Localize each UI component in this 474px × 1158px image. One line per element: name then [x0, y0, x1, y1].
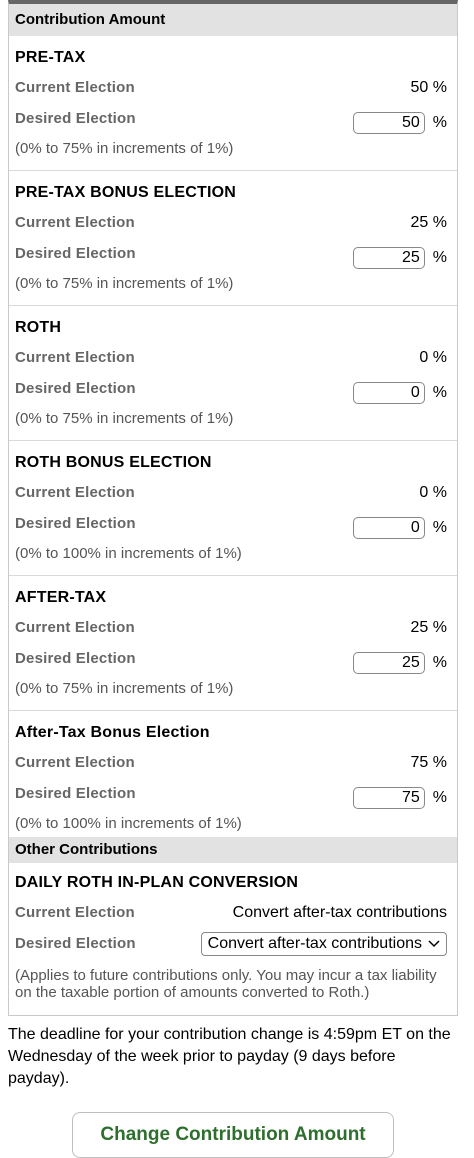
current-election-value: 0 %	[419, 484, 447, 501]
conversion-select-value: Convert after-tax contributions	[207, 935, 422, 952]
current-election-value: 50 %	[410, 79, 447, 96]
current-election-row	[15, 72, 451, 103]
percent-sign: %	[432, 654, 447, 671]
section-title: PRE-TAX BONUS ELECTION	[15, 184, 237, 201]
desired-election-input[interactable]	[353, 112, 425, 134]
desired-election-row	[15, 643, 451, 674]
section-pre-tax	[9, 36, 457, 171]
conversion-select[interactable]	[201, 932, 447, 956]
deadline-text: The deadline for your contribution change is 4:59pm ET on the Wednesday of the week prior to payday (9 days before payday).	[8, 1026, 451, 1087]
current-election-row	[15, 897, 451, 928]
desired-election-label: Desired Election	[15, 110, 136, 127]
current-election-label: Current Election	[15, 214, 135, 231]
conversion-note: (Applies to future contributions only. You may incur a tax liability on the taxable portion of amounts converted to Roth.)	[15, 967, 437, 1001]
desired-election-label: Desired Election	[15, 785, 136, 802]
percent-sign: %	[432, 519, 447, 536]
desired-election-row	[15, 508, 451, 539]
desired-election-input[interactable]	[353, 517, 425, 539]
desired-election-row	[15, 373, 451, 404]
desired-election-input[interactable]	[353, 382, 425, 404]
section-title: ROTH BONUS ELECTION	[15, 454, 212, 471]
change-contribution-button[interactable]: Change Contribution Amount	[72, 1112, 394, 1158]
range-hint: (0% to 75% in increments of 1%)	[15, 680, 234, 697]
current-election-value: 0 %	[419, 349, 447, 366]
current-election-row	[15, 477, 451, 508]
range-hint: (0% to 100% in increments of 1%)	[15, 815, 242, 832]
percent-sign: %	[432, 249, 447, 266]
current-election-row	[15, 612, 451, 643]
section-after-tax	[9, 576, 457, 711]
desired-election-label: Desired Election	[15, 650, 136, 667]
section-roth	[9, 306, 457, 441]
current-election-label: Current Election	[15, 349, 135, 366]
section-title: ROTH	[15, 319, 62, 336]
desired-election-row	[15, 778, 451, 809]
range-hint: (0% to 75% in increments of 1%)	[15, 410, 234, 427]
desired-election-input[interactable]	[353, 247, 425, 269]
section-title: AFTER-TAX	[15, 589, 107, 606]
percent-sign: %	[432, 789, 447, 806]
section-roth-bonus	[9, 441, 457, 576]
desired-election-label: Desired Election	[15, 380, 136, 397]
current-election-value: 25 %	[410, 619, 447, 636]
percent-sign: %	[432, 384, 447, 401]
desired-election-label: Desired Election	[15, 515, 136, 532]
current-election-row	[15, 207, 451, 238]
section-pre-tax-bonus	[9, 171, 457, 306]
desired-election-input-wrap	[353, 242, 447, 273]
section-title: PRE-TAX	[15, 49, 86, 66]
range-hint: (0% to 75% in increments of 1%)	[15, 140, 234, 157]
current-election-value: 75 %	[410, 754, 447, 771]
range-hint: (0% to 75% in increments of 1%)	[15, 275, 234, 292]
desired-election-input-wrap	[353, 107, 447, 138]
other-contributions-header: Other Contributions	[9, 837, 457, 863]
current-election-label: Current Election	[15, 754, 135, 771]
current-election-row	[15, 342, 451, 373]
contribution-amount-header: Contribution Amount	[9, 4, 457, 36]
current-election-label: Current Election	[15, 904, 135, 921]
section-after-tax-bonus	[9, 711, 457, 837]
contribution-panel	[8, 0, 458, 1016]
desired-election-input[interactable]	[353, 787, 425, 809]
range-hint: (0% to 100% in increments of 1%)	[15, 545, 242, 562]
desired-election-input-wrap	[353, 782, 447, 813]
current-election-label: Current Election	[15, 619, 135, 636]
current-election-value: 25 %	[410, 214, 447, 231]
desired-election-input-wrap	[353, 647, 447, 678]
desired-election-label: Desired Election	[15, 245, 136, 262]
desired-election-input-wrap	[353, 377, 447, 408]
chevron-down-icon	[428, 933, 440, 955]
percent-sign: %	[432, 114, 447, 131]
section-title: DAILY ROTH IN-PLAN CONVERSION	[15, 874, 299, 891]
desired-election-row	[15, 928, 451, 959]
current-election-label: Current Election	[15, 79, 135, 96]
section-roth-in-plan-conversion	[9, 863, 457, 1013]
current-election-label: Current Election	[15, 484, 135, 501]
desired-election-label: Desired Election	[15, 935, 136, 952]
desired-election-row	[15, 238, 451, 269]
current-election-row	[15, 747, 451, 778]
current-election-value: Convert after-tax contributions	[232, 904, 447, 921]
desired-election-row	[15, 103, 451, 134]
section-title: After-Tax Bonus Election	[15, 724, 210, 741]
desired-election-input[interactable]	[353, 652, 425, 674]
desired-election-input-wrap	[353, 512, 447, 543]
